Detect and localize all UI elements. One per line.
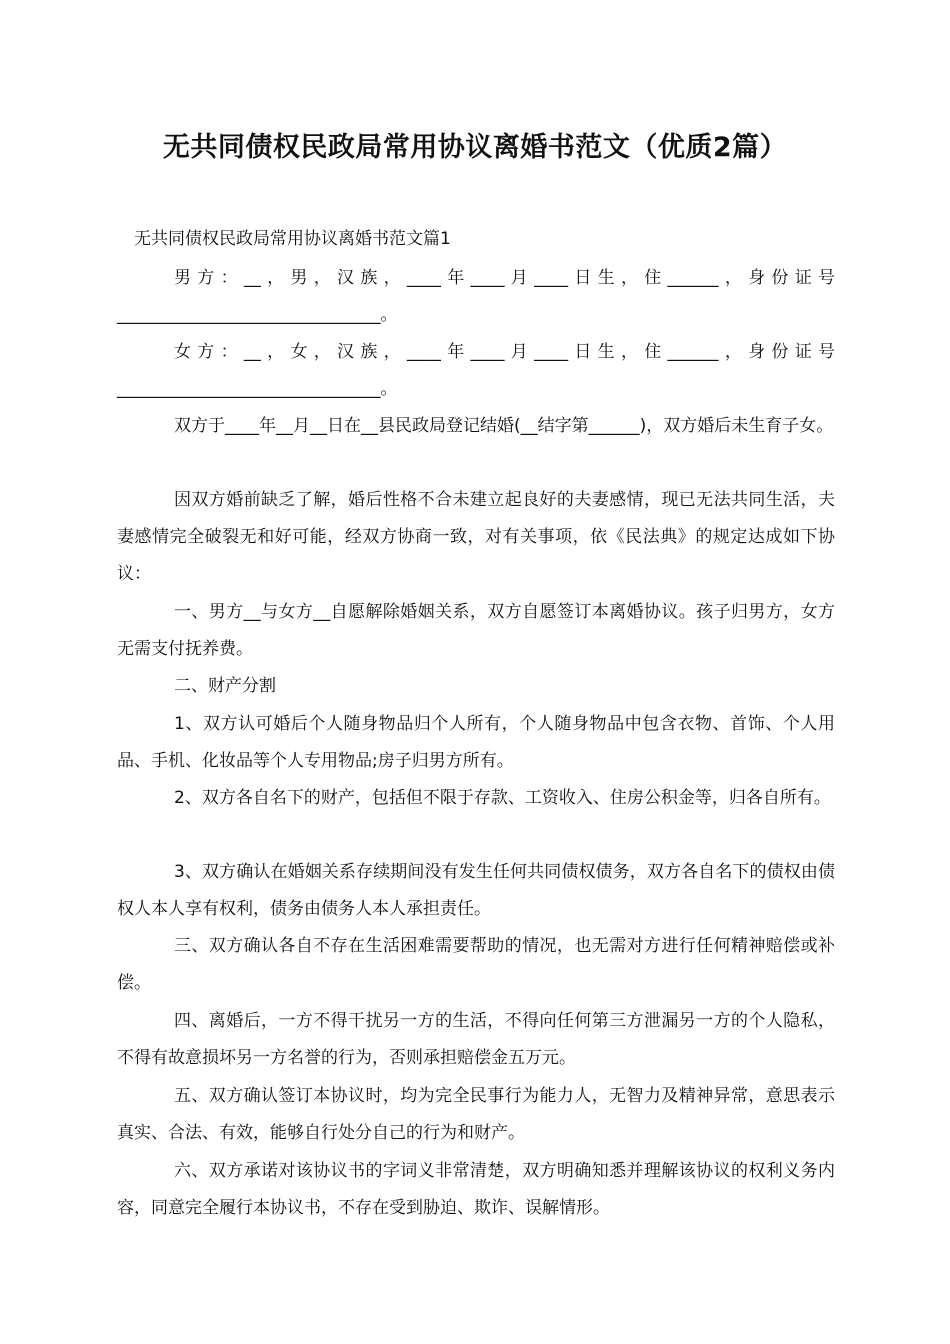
paragraph-clause-2-heading: 二、财产分割 bbox=[174, 676, 276, 696]
paragraph-clause-6: 六、双方承诺对该协议书的字词义非常清楚，双方明确知悉并理解该协议的权利义务内容，同意完全履行本协议书，不存在受到胁迫、欺诈、误解情形。 bbox=[117, 1161, 835, 1218]
paragraph-wife-info: 女方：__，女，汉族，____年____月____日生，住______，身份证号_______________________________。 bbox=[117, 342, 835, 399]
paragraph-clause-2-item-3: 3、双方确认在婚姻关系存续期间没有发生任何共同债权债务，双方各自名下的债权由债权人本人享有权利，债务由债务人本人承担责任。 bbox=[117, 862, 835, 919]
paragraph-clause-2-item-1: 1、双方认可婚后个人随身物品归个人所有，个人随身物品中包含衣物、首饰、个人用品、手机、化妆品等个人专用物品;房子归男方所有。 bbox=[117, 714, 835, 771]
paragraph-husband-info: 男方：__，男，汉族，____年____月____日生，住______，身份证号_______________________________。 bbox=[117, 268, 835, 325]
document-title: 无共同债权民政局常用协议离婚书范文（优质2篇） bbox=[162, 132, 788, 163]
paragraph-clause-5: 五、双方确认签订本协议时，均为完全民事行为能力人，无智力及精神异常，意思表示真实、合法、有效，能够自行处分自己的行为和财产。 bbox=[117, 1086, 835, 1143]
paragraph-clause-4: 四、离婚后，一方不得干扰另一方的生活，不得向任何第三方泄漏另一方的个人隐私，不得有故意损坏另一方名誉的行为，否则承担赔偿金五万元。 bbox=[117, 1011, 835, 1068]
paragraph-clause-2-item-2: 2、双方各自名下的财产，包括但不限于存款、工资收入、住房公积金等，归各自所有。 bbox=[174, 788, 831, 808]
paragraph-marriage-registration: 双方于____年__月__日在__县民政局登记结婚(__结字第______)，双方婚后未生育子女。 bbox=[174, 416, 834, 436]
paragraph-clause-1: 一、男方__与女方__自愿解除婚姻关系，双方自愿签订本离婚协议。孩子归男方，女方无需支付抚养费。 bbox=[117, 602, 835, 659]
section-heading: 无共同债权民政局常用协议离婚书范文篇1 bbox=[134, 229, 451, 249]
paragraph-reason: 因双方婚前缺乏了解，婚后性格不合未建立起良好的夫妻感情，现已无法共同生活，夫妻感情完全破裂无和好可能，经双方协商一致，对有关事项，依《民法典》的规定达成如下协议： bbox=[117, 490, 835, 584]
paragraph-clause-3: 三、双方确认各自不存在生活困难需要帮助的情况，也无需对方进行任何精神赔偿或补偿。 bbox=[117, 936, 835, 993]
